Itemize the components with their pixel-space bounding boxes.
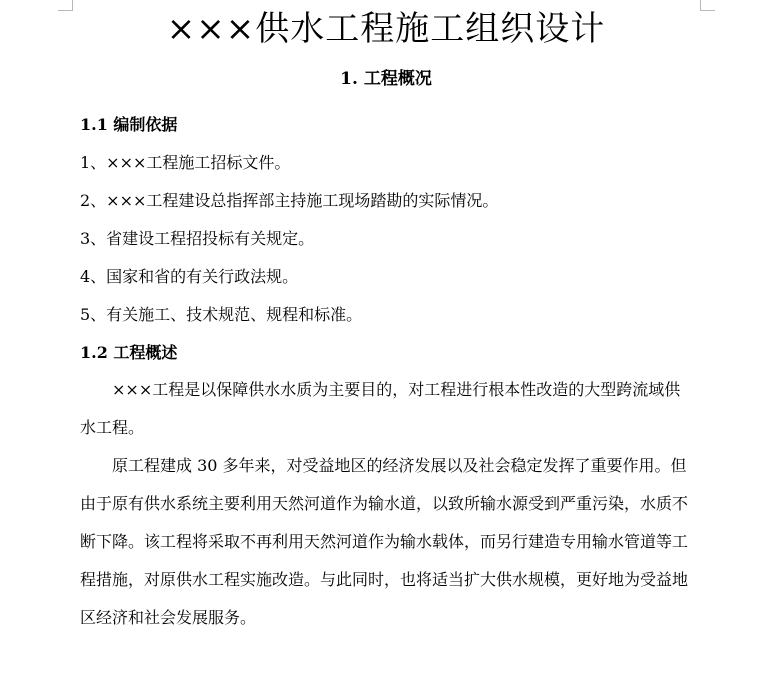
subsection-heading-overview: 1.2 工程概述 — [80, 343, 178, 362]
page-corner-mark-left — [58, 0, 73, 11]
subsection-heading-basis: 1.1 编制依据 — [80, 115, 178, 134]
basis-item: 1、×××工程施工招标文件。 — [80, 153, 291, 172]
section-title: 1. 工程概况 — [340, 69, 432, 89]
basis-item: 4、国家和省的有关行政法规。 — [80, 267, 299, 286]
overview-paragraph: 原工程建成 30 多年来，对受益地区的经济发展以及社会稳定发挥了重要作用。但由于原有供水系统主要利用天然河道作为输水道，以致所输水源受到严重污染，水质不断下降。该工程将采取不再利用天然河道作为输水载体，而另行建造专用输水管道等工程措施，对原供水工程实施改造。与此同时，也将适当扩大供水规模，更好地为受益地区经济和社会发展服务。 — [80, 456, 689, 627]
overview-paragraph: ×××工程是以保障供水水质为主要目的，对工程进行根本性改造的大型跨流域供水工程。 — [80, 380, 681, 437]
basis-item: 2、×××工程建设总指挥部主持施工现场踏勘的实际情况。 — [80, 191, 499, 210]
overview-paragraphs — [80, 371, 692, 637]
basis-item: 3、省建设工程招投标有关规定。 — [80, 229, 315, 248]
document-title: ×××供水工程施工组织设计 — [166, 9, 606, 49]
page-corner-mark-right — [700, 0, 715, 11]
basis-item: 5、有关施工、技术规范、规程和标准。 — [80, 305, 363, 324]
